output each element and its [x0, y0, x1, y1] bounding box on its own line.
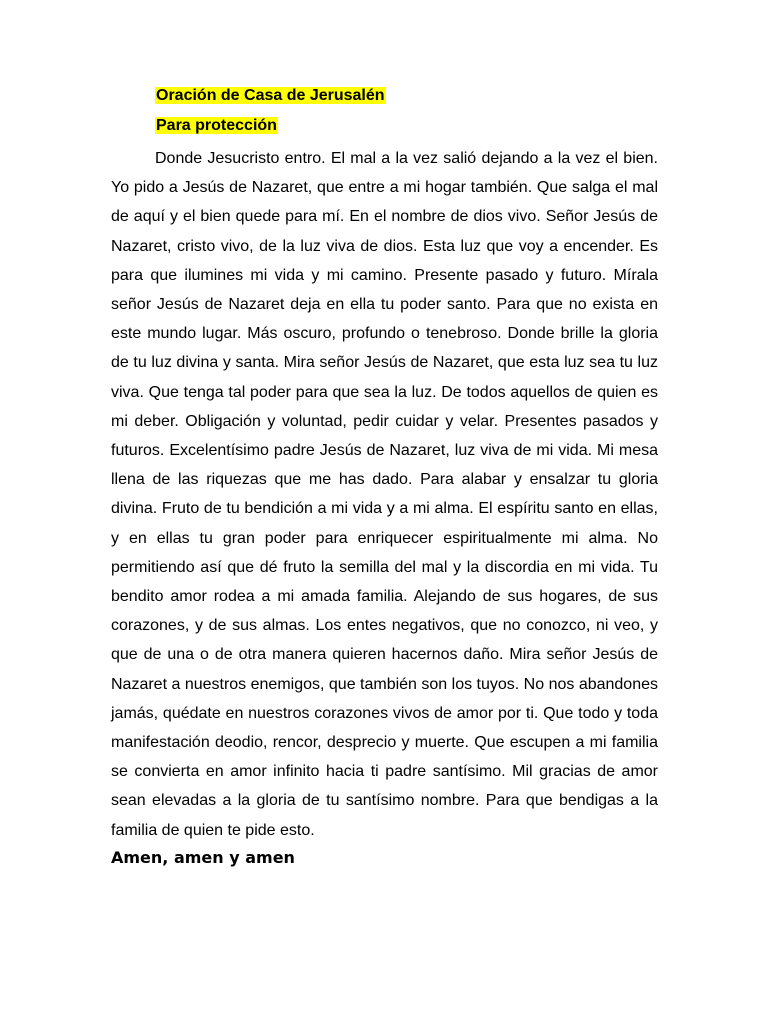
document-subtitle [155, 116, 278, 136]
title-highlight: Oración de Casa de Jerusalén [156, 87, 385, 104]
closing-line: Amen, amen y amen [111, 848, 295, 867]
subtitle-highlight: Para protección [156, 117, 277, 134]
prayer-body: Donde Jesucristo entro. El mal a la vez salió dejando a la vez el bien. Yo pido a Jesús de Nazaret, que entre a mi hogar también. Que salga el mal de aquí y el bien quede para mí. En el nombre de dios vivo. Señor Jesús de Nazaret, cristo vivo, de la luz viva de dios. Esta luz que voy a encender. Es para que ilumines mi vida y mi camino. Presente pasado y futuro. Mírala señor Jesús de Nazaret deja en ella tu poder santo. Para que no exista en este mundo lugar. Más oscuro, profundo o tenebroso. Donde brille la gloria de tu luz divina y santa. Mira señor Jesús de Nazaret, que esta luz sea tu luz viva. Que tenga tal poder para que sea la luz. De todos aquellos de quien es mi deber. Obligación y voluntad, pedir cuidar y velar. Presentes pasados y futuros. Excelentísimo padre Jesús de Nazaret, luz viva de mi vida. Mi mesa llena de las riquezas que me has dado. Para alabar y ensalzar tu gloria divina. Fruto de tu bendición a mi vida y a mi alma. El espíritu santo en ellas, y en ellas tu gran poder para enriquecer espiritualmente mi alma. No permitiendo así que dé fruto la semilla del mal y la discordia en mi vida. Tu bendito amor rodea a mi amada familia. Alejando de sus hogares, de sus corazones, y de sus almas. Los entes negativos, que no conozco, ni veo, y que de una o de otra manera quieren hacernos daño. Mira señor Jesús de Nazaret a nuestros enemigos, que también son los tuyos. No nos abandones jamás, quédate en nuestros corazones vivos de amor por ti. Que todo y toda manifestación deodio, rencor, desprecio y muerte. Que escupen a mi familia se convierta en amor infinito hacia ti padre santísimo. Mil gracias de amor sean elevadas a la gloria de tu santísimo nombre. Para que bendigas a la familia de quien te pide esto. [111, 150, 658, 839]
document-title [155, 86, 386, 106]
